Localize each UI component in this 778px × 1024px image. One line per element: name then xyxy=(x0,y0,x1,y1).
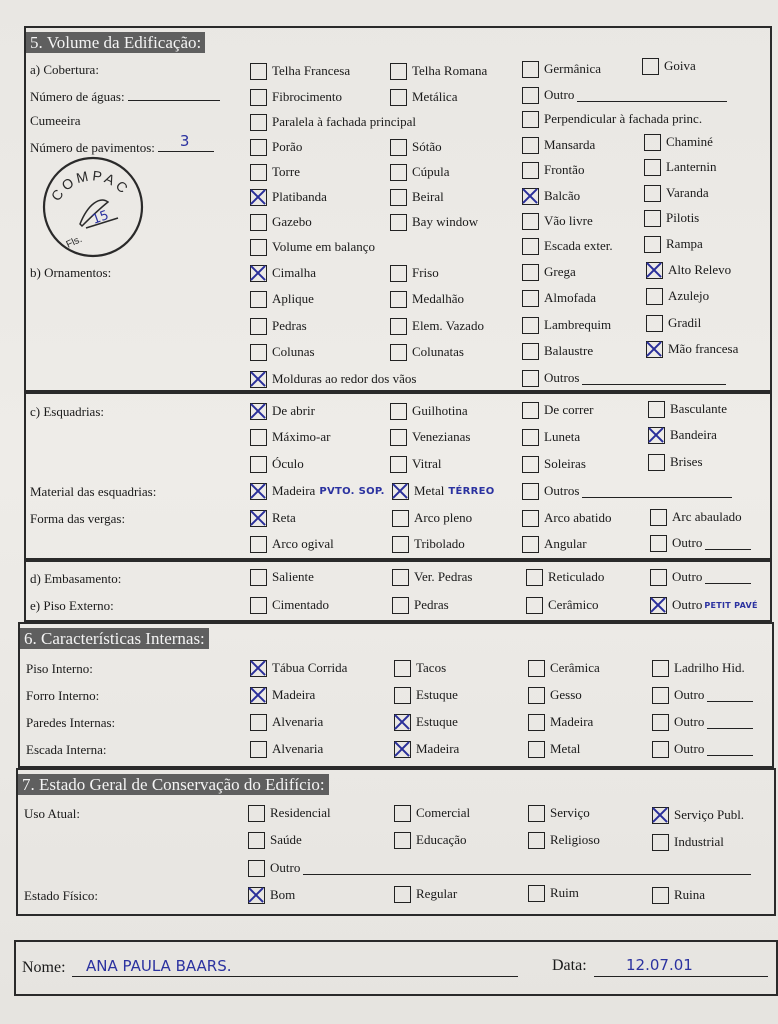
option-piso-outro[interactable]: Outro PETIT PAVÉ xyxy=(650,596,758,614)
option-telha-romana[interactable]: Telha Romana xyxy=(390,62,487,80)
checkbox[interactable] xyxy=(250,265,267,282)
option-paredes-madeira[interactable]: Madeira xyxy=(528,713,593,731)
option-escada-exter[interactable]: Escada exter. xyxy=(522,237,613,255)
option-bom[interactable]: Bom xyxy=(248,886,295,904)
checkbox[interactable] xyxy=(522,402,539,419)
option-venezianas[interactable]: Venezianas xyxy=(390,428,470,446)
option-grega[interactable]: Grega xyxy=(522,263,576,281)
checkbox[interactable] xyxy=(250,291,267,308)
checkbox[interactable] xyxy=(644,159,661,176)
option-porao[interactable]: Porão xyxy=(250,138,302,156)
checkbox[interactable] xyxy=(528,741,545,758)
checkbox[interactable] xyxy=(644,236,661,253)
checkbox[interactable] xyxy=(522,510,539,527)
checkbox[interactable] xyxy=(392,569,409,586)
option-molduras[interactable]: Molduras ao redor dos vãos xyxy=(250,370,416,388)
option-gazebo[interactable]: Gazebo xyxy=(250,213,312,231)
checkbox[interactable] xyxy=(390,429,407,446)
uso-atual-label: Uso Atual: xyxy=(24,806,80,821)
option-de-correr[interactable]: De correr xyxy=(522,401,593,419)
option-oculo[interactable]: Óculo xyxy=(250,455,304,473)
option-varanda[interactable]: Varanda xyxy=(644,184,709,202)
option-perpendicular[interactable]: Perpendicular à fachada princ. xyxy=(522,110,702,128)
option-uso-outro[interactable]: Outro xyxy=(248,859,751,877)
checkbox[interactable] xyxy=(394,660,411,677)
checkbox[interactable] xyxy=(250,239,267,256)
checkbox[interactable] xyxy=(394,741,411,758)
option-frontao[interactable]: Frontão xyxy=(522,161,584,179)
checkbox[interactable] xyxy=(250,189,267,206)
checkbox[interactable] xyxy=(652,887,669,904)
option-gesso[interactable]: Gesso xyxy=(528,686,582,704)
esquadrias-label: c) Esquadrias: xyxy=(30,404,105,419)
data-line xyxy=(594,976,768,977)
checkbox[interactable] xyxy=(522,162,539,179)
checkbox[interactable] xyxy=(250,89,267,106)
checkbox[interactable] xyxy=(390,344,407,361)
checkbox[interactable] xyxy=(526,569,543,586)
option-bay-window[interactable]: Bay window xyxy=(390,213,478,231)
option-tribolado[interactable]: Tribolado xyxy=(392,535,465,553)
paredes-internas-label: Paredes Internas: xyxy=(26,715,116,730)
material-note-pvto: PVTO. SOP. xyxy=(319,485,385,497)
section5-title: 5. Volume da Edificação: xyxy=(26,32,205,53)
option-paredes-outro[interactable]: Outro xyxy=(652,713,753,731)
checkbox[interactable] xyxy=(522,111,539,128)
checkbox[interactable] xyxy=(522,290,539,307)
checkbox[interactable] xyxy=(390,189,407,206)
checkbox[interactable] xyxy=(522,264,539,281)
option-material-metal[interactable]: Metal TÉRREO xyxy=(392,482,495,500)
forma-vergas-label: Forma das vergas: xyxy=(30,511,126,526)
checkbox[interactable] xyxy=(528,885,545,902)
option-almofada[interactable]: Almofada xyxy=(522,289,596,307)
checkbox[interactable] xyxy=(522,213,539,230)
checkbox[interactable] xyxy=(394,832,411,849)
option-goiva[interactable]: Goiva xyxy=(642,57,696,75)
piso-externo-label: e) Piso Externo: xyxy=(30,598,114,613)
option-cupula[interactable]: Cúpula xyxy=(390,163,450,181)
checkbox[interactable] xyxy=(648,427,665,444)
checkbox[interactable] xyxy=(248,832,265,849)
option-comercial[interactable]: Comercial xyxy=(394,804,470,822)
option-embasamento-outro[interactable]: Outro xyxy=(650,568,751,586)
option-ceramico[interactable]: Cerâmico xyxy=(526,596,599,614)
option-sotao[interactable]: Sótão xyxy=(390,138,442,156)
cumeeira-label: Cumeeira xyxy=(30,113,81,128)
material-note-terreo: TÉRREO xyxy=(448,485,495,497)
option-volume-balanco[interactable]: Volume em balanço xyxy=(250,238,375,256)
option-saliente[interactable]: Saliente xyxy=(250,568,314,586)
option-paralela[interactable]: Paralela à fachada principal xyxy=(250,113,416,131)
checkbox[interactable] xyxy=(250,536,267,553)
option-germanica[interactable]: Germânica xyxy=(522,60,601,78)
checkbox[interactable] xyxy=(652,687,669,704)
option-religioso[interactable]: Religioso xyxy=(528,831,600,849)
checkbox[interactable] xyxy=(390,265,407,282)
checkbox[interactable] xyxy=(652,834,669,851)
embasamento-label: d) Embasamento: xyxy=(30,571,122,586)
option-mao-francesa[interactable]: Mão francesa xyxy=(646,340,738,358)
option-ver-pedras[interactable]: Ver. Pedras xyxy=(392,568,473,586)
checkbox[interactable] xyxy=(394,886,411,903)
checkbox[interactable] xyxy=(646,288,663,305)
checkbox[interactable] xyxy=(646,315,663,332)
checkbox[interactable] xyxy=(390,164,407,181)
option-servico-publ[interactable]: Serviço Publ. xyxy=(652,806,744,824)
checkbox[interactable] xyxy=(392,510,409,527)
option-torre[interactable]: Torre xyxy=(250,163,300,181)
checkbox[interactable] xyxy=(528,832,545,849)
estado-fisico-label: Estado Físico: xyxy=(24,888,99,903)
pavimentos-label: Número de pavimentos: 3 xyxy=(30,139,214,156)
option-gradil[interactable]: Gradil xyxy=(646,314,701,332)
checkbox[interactable] xyxy=(646,341,663,358)
checkbox[interactable] xyxy=(652,807,669,824)
option-balcao[interactable]: Balcão xyxy=(522,187,580,205)
option-ceramica[interactable]: Cerâmica xyxy=(528,659,600,677)
checkbox[interactable] xyxy=(652,714,669,731)
option-elem-vazado[interactable]: Elem. Vazado xyxy=(390,317,484,335)
option-vergas-outro[interactable]: Outro xyxy=(650,534,751,552)
option-tabua-corrida[interactable]: Tábua Corrida xyxy=(250,659,347,677)
cobertura-label: a) Cobertura: xyxy=(30,62,99,77)
checkbox[interactable] xyxy=(522,456,539,473)
option-ruim[interactable]: Ruim xyxy=(528,884,579,902)
option-maximo-ar[interactable]: Máximo-ar xyxy=(250,428,330,446)
checkbox[interactable] xyxy=(650,509,667,526)
option-escada-metal[interactable]: Metal xyxy=(528,740,580,758)
checkbox[interactable] xyxy=(250,483,267,500)
checkbox[interactable] xyxy=(250,597,267,614)
checkbox[interactable] xyxy=(248,887,265,904)
checkbox[interactable] xyxy=(522,317,539,334)
checkbox[interactable] xyxy=(250,714,267,731)
option-cimalha[interactable]: Cimalha xyxy=(250,264,316,282)
ornamentos-label: b) Ornamentos: xyxy=(30,265,112,280)
option-vitral[interactable]: Vitral xyxy=(390,455,442,473)
option-aplique[interactable]: Aplique xyxy=(250,290,314,308)
checkbox[interactable] xyxy=(250,371,267,388)
checkbox[interactable] xyxy=(390,456,407,473)
option-escada-madeira[interactable]: Madeira xyxy=(394,740,459,758)
option-educacao[interactable]: Educação xyxy=(394,831,467,849)
checkbox[interactable] xyxy=(250,403,267,420)
option-material-madeira[interactable]: Madeira PVTO. SOP. xyxy=(250,482,385,500)
option-rampa[interactable]: Rampa xyxy=(644,235,703,253)
option-luneta[interactable]: Luneta xyxy=(522,428,580,446)
checkbox[interactable] xyxy=(390,403,407,420)
option-cobertura-outro[interactable]: Outro xyxy=(522,86,727,104)
nome-value: ANA PAULA BAARS. xyxy=(86,957,232,975)
option-saude[interactable]: Saúde xyxy=(248,831,302,849)
checkbox[interactable] xyxy=(522,61,539,78)
checkbox[interactable] xyxy=(650,535,667,552)
checkbox[interactable] xyxy=(652,741,669,758)
checkbox[interactable] xyxy=(394,687,411,704)
pavimentos-value: 3 xyxy=(179,132,190,150)
checkbox[interactable] xyxy=(392,483,409,500)
checkbox[interactable] xyxy=(250,660,267,677)
option-servico[interactable]: Serviço xyxy=(528,804,590,822)
stamp-top-text: COMPAC xyxy=(47,167,134,204)
checkbox[interactable] xyxy=(390,89,407,106)
checkbox[interactable] xyxy=(644,185,661,202)
option-arco-abatido[interactable]: Arco abatido xyxy=(522,509,612,527)
option-lanternin[interactable]: Lanternin xyxy=(644,158,717,176)
checkbox[interactable] xyxy=(392,597,409,614)
option-azulejo[interactable]: Azulejo xyxy=(646,287,709,305)
compac-stamp xyxy=(38,152,148,262)
data-label: Data: xyxy=(552,957,587,974)
checkbox[interactable] xyxy=(250,114,267,131)
checkbox[interactable] xyxy=(250,429,267,446)
checkbox[interactable] xyxy=(522,343,539,360)
option-ladrilho[interactable]: Ladrilho Hid. xyxy=(652,659,745,677)
option-balaustre[interactable]: Balaustre xyxy=(522,342,593,360)
checkbox[interactable] xyxy=(646,262,663,279)
checkbox[interactable] xyxy=(248,860,265,877)
checkbox[interactable] xyxy=(250,687,267,704)
option-medalhao[interactable]: Medalhão xyxy=(390,290,464,308)
checkbox[interactable] xyxy=(528,687,545,704)
checkbox[interactable] xyxy=(644,134,661,151)
option-regular[interactable]: Regular xyxy=(394,885,457,903)
option-pilotis[interactable]: Pilotis xyxy=(644,209,699,227)
numero-aguas-label: Número de águas: xyxy=(30,88,220,105)
option-friso[interactable]: Friso xyxy=(390,264,439,282)
checkbox[interactable] xyxy=(394,805,411,822)
piso-interno-label: Piso Interno: xyxy=(26,661,93,676)
forro-interno-label: Forro Interno: xyxy=(26,688,100,703)
checkbox[interactable] xyxy=(394,714,411,731)
checkbox[interactable] xyxy=(522,370,539,387)
data-value: 12.07.01 xyxy=(626,956,693,974)
checkbox[interactable] xyxy=(522,483,539,500)
option-escada-outro[interactable]: Outro xyxy=(652,740,753,758)
checkbox[interactable] xyxy=(250,318,267,335)
option-alto-relevo[interactable]: Alto Relevo xyxy=(646,261,731,279)
option-ruina[interactable]: Ruina xyxy=(652,886,705,904)
option-forro-outro[interactable]: Outro xyxy=(652,686,753,704)
checkbox[interactable] xyxy=(526,597,543,614)
checkbox[interactable] xyxy=(250,164,267,181)
material-esquadrias-label: Material das esquadrias: xyxy=(30,484,157,499)
option-chamine[interactable]: Chaminé xyxy=(644,133,713,151)
checkbox[interactable] xyxy=(528,805,545,822)
checkbox[interactable] xyxy=(522,429,539,446)
stamp-fls-text: Fls. xyxy=(64,233,84,251)
checkbox[interactable] xyxy=(390,139,407,156)
checkbox[interactable] xyxy=(650,569,667,586)
checkbox[interactable] xyxy=(648,454,665,471)
option-colunas[interactable]: Colunas xyxy=(250,343,315,361)
checkbox[interactable] xyxy=(250,510,267,527)
option-guilhotina[interactable]: Guilhotina xyxy=(390,402,468,420)
option-fibrocimento[interactable]: Fibrocimento xyxy=(250,88,342,106)
checkbox[interactable] xyxy=(250,214,267,231)
checkbox[interactable] xyxy=(390,214,407,231)
option-brises[interactable]: Brises xyxy=(648,453,703,471)
checkbox[interactable] xyxy=(250,741,267,758)
checkbox[interactable] xyxy=(648,401,665,418)
option-telha-francesa[interactable]: Telha Francesa xyxy=(250,62,350,80)
checkbox[interactable] xyxy=(392,536,409,553)
option-cimentado[interactable]: Cimentado xyxy=(250,596,329,614)
option-arco-pleno[interactable]: Arco pleno xyxy=(392,509,472,527)
option-material-outros[interactable]: Outros xyxy=(522,482,732,500)
option-industrial[interactable]: Industrial xyxy=(652,833,724,851)
checkbox[interactable] xyxy=(248,805,265,822)
piso-outro-note: PETIT PAVÉ xyxy=(704,600,758,610)
checkbox[interactable] xyxy=(522,87,539,104)
checkbox[interactable] xyxy=(390,291,407,308)
option-mansarda[interactable]: Mansarda xyxy=(522,136,595,154)
option-soleiras[interactable]: Soleiras xyxy=(522,455,586,473)
option-basculante[interactable]: Basculante xyxy=(648,400,727,418)
checkbox[interactable] xyxy=(652,660,669,677)
section7-title: 7. Estado Geral de Conservação do Edifício: xyxy=(18,774,329,795)
checkbox[interactable] xyxy=(250,139,267,156)
option-lambrequim[interactable]: Lambrequim xyxy=(522,316,611,334)
checkbox[interactable] xyxy=(522,536,539,553)
checkbox[interactable] xyxy=(250,569,267,586)
option-paredes-estuque[interactable]: Estuque xyxy=(394,713,458,731)
checkbox[interactable] xyxy=(644,210,661,227)
option-piso-pedras[interactable]: Pedras xyxy=(392,596,449,614)
option-metalica[interactable]: Metálica xyxy=(390,88,457,106)
option-angular[interactable]: Angular xyxy=(522,535,587,553)
checkbox[interactable] xyxy=(528,660,545,677)
option-beiral[interactable]: Beiral xyxy=(390,188,444,206)
option-reticulado[interactable]: Reticulado xyxy=(526,568,604,586)
checkbox[interactable] xyxy=(390,63,407,80)
option-arco-ogival[interactable]: Arco ogival xyxy=(250,535,334,553)
checkbox[interactable] xyxy=(528,714,545,731)
svg-text:COMPAC xyxy=(48,167,134,203)
section6-title: 6. Características Internas: xyxy=(20,628,209,649)
nome-line xyxy=(72,976,518,977)
checkbox[interactable] xyxy=(250,63,267,80)
escada-interna-label: Escada Interna: xyxy=(26,742,107,757)
stamp-number: 15 xyxy=(90,208,111,228)
option-escada-alvenaria[interactable]: Alvenaria xyxy=(250,740,323,758)
option-arc-abaulado[interactable]: Arc abaulado xyxy=(650,508,742,526)
checkbox[interactable] xyxy=(642,58,659,75)
option-de-abrir[interactable]: De abrir xyxy=(250,402,315,420)
checkbox[interactable] xyxy=(650,597,667,614)
checkbox[interactable] xyxy=(250,456,267,473)
option-bandeira[interactable]: Bandeira xyxy=(648,426,717,444)
option-vao-livre[interactable]: Vão livre xyxy=(522,212,593,230)
nome-label: Nome: xyxy=(22,959,66,976)
option-forro-madeira[interactable]: Madeira xyxy=(250,686,315,704)
checkbox[interactable] xyxy=(522,137,539,154)
checkbox[interactable] xyxy=(250,344,267,361)
option-pedras[interactable]: Pedras xyxy=(250,317,307,335)
option-ornamentos-outros[interactable]: Outros xyxy=(522,369,726,387)
option-colunatas[interactable]: Colunatas xyxy=(390,343,464,361)
option-residencial[interactable]: Residencial xyxy=(248,804,331,822)
checkbox[interactable] xyxy=(390,318,407,335)
option-forro-estuque[interactable]: Estuque xyxy=(394,686,458,704)
option-tacos[interactable]: Tacos xyxy=(394,659,446,677)
option-platibanda[interactable]: Platibanda xyxy=(250,188,327,206)
checkbox[interactable] xyxy=(522,238,539,255)
option-paredes-alvenaria[interactable]: Alvenaria xyxy=(250,713,323,731)
checkbox[interactable] xyxy=(522,188,539,205)
option-reta[interactable]: Reta xyxy=(250,509,296,527)
